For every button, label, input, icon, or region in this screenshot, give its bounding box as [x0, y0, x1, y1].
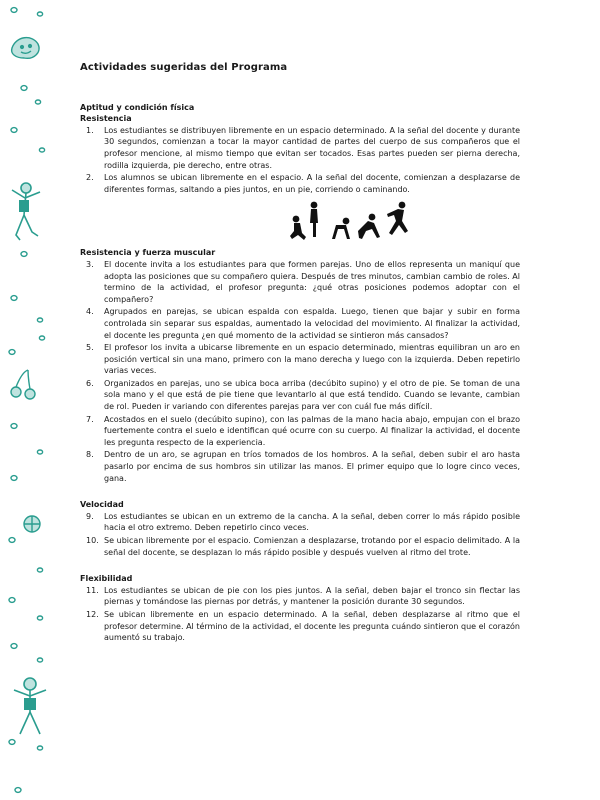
section-heading: Flexibilidad: [80, 574, 133, 584]
list-item: [80, 535, 520, 558]
section-heading: Resistencia y fuerza muscular: [80, 248, 216, 258]
list-item: [80, 125, 520, 171]
item-text: Los estudiantes se distribuyen libremente en un espacio determinado. A la señal del docente y durante 30 segundos, comienzan a tocar la mayor cantidad de partes del cuerpo de sus compañeros que el profesor mencione, al mismo tiempo que evitan ser tocados. Esas partes pueden ser pierna derecha, rodilla izquierda, pie derecho, entre otras.: [104, 125, 520, 170]
item-text: Se ubican libremente en un espacio determinado. A la señal, deben desplazarse al ritmo que el profesor determine. Al término de la actividad, el docente les pregunta cuándo sintieron que el corazón aumentó su trabajo.: [104, 609, 520, 643]
activity-list: [80, 259, 520, 484]
cherry-icon: [11, 370, 35, 399]
list-item: [80, 511, 520, 534]
item-number: 9.: [86, 511, 94, 521]
item-number: 7.: [86, 414, 94, 424]
activity-list: [80, 511, 520, 558]
item-text: Acostados en el suelo (decúbito supino), con las palmas de la mano hacia abajo, empujan con el brazo fuertemente contra el suelo e identifican qué ocurre con su cuerpo. Al finalizar la actividad, el docente les pregunta respecto de la experiencia.: [104, 414, 520, 447]
list-item: [80, 342, 520, 377]
item-text: Dentro de un aro, se agrupan en tríos tomados de los hombros. A la señal, deben subir el aro hasta pasarlo por encima de sus hombros sin utilizar las manos. El primer equipo que lo logre cinco veces, gana.: [104, 450, 520, 483]
section-flexibilidad: [80, 573, 520, 644]
leaf-icon: [12, 38, 39, 59]
item-number: 10.: [86, 536, 99, 545]
item-number: 1.: [86, 125, 94, 135]
list-item: [80, 172, 520, 195]
item-number: 6.: [86, 378, 94, 388]
item-text: Los estudiantes se ubican de pie con los pies juntos. A la señal, deben bajar el tronco sin flectar las piernas y tomándose las piernas por detrás, y mantener la posición durante 30 segundos.: [104, 585, 520, 607]
item-number: 8.: [86, 450, 94, 460]
item-text: Agrupados en parejas, se ubican espalda con espalda. Luego, tienen que bajar y subir en forma controlada sin separar sus espaldas, aumentado la velocidad del movimiento. Al finalizar la actividad, el docente les pregunta ¿en qué momento de la actividad se sintieron más cansados?: [104, 307, 520, 340]
list-item: [80, 306, 520, 341]
list-item: [80, 259, 520, 305]
list-item: [80, 449, 520, 484]
exercise-figures: [80, 201, 520, 247]
item-text: Se ubican libremente por el espacio. Comienzan a desplazarse, trotando por el espacio delimitado. A la señal del docente, se desplazan lo más rápido posible y después vuelven al ritmo del trote.: [104, 536, 520, 557]
document-body: [80, 62, 520, 645]
ball-icon: [24, 516, 40, 532]
item-number: 12.: [86, 609, 99, 619]
section-resistencia-fuerza: [80, 247, 520, 484]
item-text: Los estudiantes se ubican en un extremo de la cancha. A la señal, deben correr lo más rápido posible hacia el otro extremo. Deben repetirlo cinco veces.: [104, 511, 520, 533]
item-text: Organizados en parejas, uno se ubica boca arriba (decúbito supino) y el otro de pie. Se toman de una sola mano y el que está de pie tiene que levantarlo al que está tendido. Cuando se levante, cambian de rol. Pueden ir variando con diferentes parejas para ver con cuál fue más difícil.: [104, 378, 520, 412]
item-number: 5.: [86, 343, 94, 353]
child-icon: [14, 678, 46, 734]
section-heading: Velocidad: [80, 500, 124, 510]
item-text: El docente invita a los estudiantes para que formen parejas. Uno de ellos representa un maniquí que adopta las posiciones que su compañero quiera. Después de tres minutos, cambian cambio de roles. Al termino de la actividad, el profesor pregunta: ¿qué otras posiciones podemos adoptar con el compañero?: [104, 259, 520, 304]
exercise-silhouettes-icon: [288, 201, 412, 243]
list-item: [80, 609, 520, 644]
activity-list: [80, 125, 520, 196]
margin-decoration: [0, 0, 60, 800]
section-aptitud: [80, 102, 520, 196]
list-item: [80, 585, 520, 608]
item-number: 11.: [86, 585, 99, 595]
section-velocidad: [80, 499, 520, 558]
page-title: Actividades sugeridas del Programa: [80, 62, 288, 73]
runner-icon: [12, 183, 40, 240]
item-text: El profesor los invita a ubicarse libremente en un espacio determinado, mientras equilibran un aro en posición vertical sin una mano, primero con la mano derecha y luego con la izquierda. Deben repetirlo varias veces.: [104, 343, 520, 376]
activity-list: [80, 585, 520, 644]
item-number: 4.: [86, 307, 94, 317]
list-item: [80, 378, 520, 413]
list-item: [80, 414, 520, 449]
item-number: 3.: [86, 259, 94, 269]
sub-heading: Resistencia: [80, 114, 132, 124]
item-text: Los alumnos se ubican libremente en el espacio. A la señal del docente, comienzan a desplazarse de diferentes formas, saltando a pies juntos, en un pie, corriendo o caminando.: [104, 173, 520, 194]
section-heading: Aptitud y condición física: [80, 102, 195, 112]
item-number: 2.: [86, 173, 94, 183]
